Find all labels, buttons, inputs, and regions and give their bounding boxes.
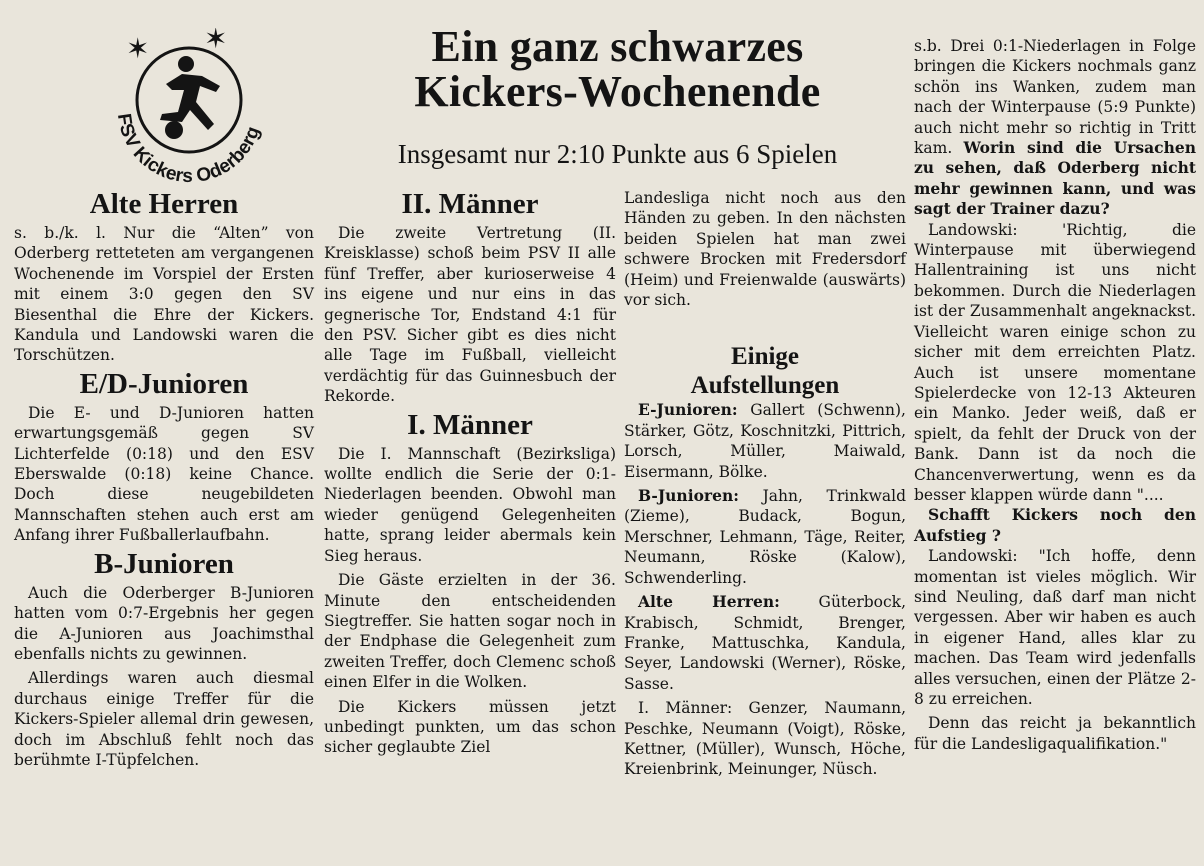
paragraph-b-junioren-1: Auch die Oderberger B-Junioren hatten vom 0:7-Ergebnis her gegen die A-Junioren aus Joachimsthal ebenfalls nichts zu gewinnen. [14, 583, 314, 663]
article-headline [330, 24, 905, 114]
lineup-e-text: Gallert (Schwenn), Stärker, Götz, Koschnitzki, Pittrich, Lorsch, Müller, Maiwald, Eisermann, Bölke. [624, 401, 906, 481]
heading-aufstellungen-1: Einige [730, 343, 800, 371]
headline-line-2: Kickers-Wochenende [414, 67, 821, 116]
club-logo [104, 28, 274, 188]
interview-intro-text: s.b. Drei 0:1-Niederlagen in Folge bringen die Kickers nochmals ganz schön ins Wanken, zudem man nach der Winterpause (5:9 Punkte) auch nicht mehr so richtig in Tritt kam. [914, 37, 1196, 158]
lineup-e-label: E-Junioren: [638, 400, 738, 420]
heading-i-maenner: I. Männer [407, 408, 533, 441]
player-silhouette-icon [160, 56, 220, 139]
heading-ed-junioren: E/D-Junioren [79, 367, 249, 400]
lineup-b-junioren [624, 486, 906, 588]
lineup-i-maenner: I. Männer: Genzer, Naumann, Peschke, Neumann (Voigt), Röske, Kettner, (Müller), Wunsch, Höche, Kreienbrink, Meinunger, Nüsch. [624, 699, 906, 779]
paragraph-ii-maenner: Die zweite Vertretung (II. Kreisklasse) schoß beim PSV II alle fünf Treffer, aber kurioserweise 4 ins eigene und nur eins in das gegnerische Tor, Endstand 4:1 für den PSV. Sicher gibt es dies nicht alle Tage im Fußball, vielleicht verdächtig für das Guinnesbuch der Rekorde. [324, 224, 616, 406]
heading-b-junioren: B-Junioren [94, 547, 234, 580]
interview-question-2: Schafft Kickers noch den Aufstieg ? [914, 505, 1196, 545]
column-2 [324, 186, 616, 758]
column-1 [14, 186, 314, 770]
heading-alte-herren: Alte Herren [89, 188, 239, 220]
paragraph-alte-herren: s. b./k. l. Nur die “Alten” von Oderberg retteteten am vergangenen Wochenende im Vorspiel der Ersten mit einem 3:0 gegen den SV Biesenthal die Ehre der Kickers. Kandula und Landowski waren die Torschützen. [14, 224, 314, 365]
lineup-a-label: Alte Herren: [638, 592, 780, 612]
logo-star-right-icon: ✶ [204, 28, 228, 55]
lineup-b-text: Jahn, Trinkwald (Zieme), Budack, Bogun, Merschner, Lehmann, Täge, Reiter, Neumann, Röske (Kalow), Schwenderling. [624, 487, 906, 587]
column-3 [624, 188, 906, 780]
logo-star-left-icon: ✶ [126, 32, 150, 65]
paragraph-ed-junioren: Die E- und D-Junioren hatten erwartungsgemäß gegen SV Lichterfelde (0:18) und den ESV Eberswalde (0:18) keine Chance. Doch diese neugebildeten Mannschaften stehen auch erst am Anfang ihrer Fußballerlaufbahn. [14, 403, 314, 545]
lineup-a-text: Güterbock, Krabisch, Schmidt, Brenger, Franke, Mattuschka, Kandula, Seyer, Landowski (Werner), Röske, Sasse. [624, 593, 906, 693]
interview-answer-1: Landowski: 'Richtig, die Winterpause mit überwiegend Hallentraining ist uns nicht bekommen. Durch die Niederlagen ist der Zusammenhalt angeknackst. Vielleicht waren einige schon zu sicher mit dem erreichten Platz. Auch ist unsere momentane Spielerdecke von 12-13 Akteuren ein Manko. Jeder weiß, daß er spielt, da fehlt der Druck von der Bank. Dann ist da noch die Chancenverwertung, wenn es da besser klappen würde dann ".... [914, 220, 1196, 504]
logo-club-text: FSV Kickers Oderberg [112, 112, 265, 188]
interview-question-1: Worin sind die Ursachen zu sehen, daß Oderberg nicht mehr gewinnen kann, und was sagt der Trainer dazu? [914, 138, 1196, 219]
interview-intro [914, 36, 1196, 220]
lineup-b-label: B-Junioren: [638, 486, 739, 506]
lineup-e-junioren [624, 400, 906, 482]
paragraph-i-maenner-1: Die I. Mannschaft (Bezirksliga) wollte endlich die Serie der 0:1-Niederlagen beenden. Obwohl man wieder genügend Gelegenheiten hatte, sprang leider abermals kein Sieg heraus. [324, 444, 616, 565]
paragraph-continuation: Landesliga nicht noch aus den Händen zu geben. In den nächsten beiden Spielen hat man zwei schwere Brocken mit Fredersdorf (Heim) und Freienwalde (auswärts) vor sich. [624, 189, 906, 310]
paragraph-b-junioren-2: Allerdings waren auch diesmal durchaus einige Treffer für die Kickers-Spieler allemal drin gewesen, doch im Abschluß fehlt noch das berühmte I-Tüpfelchen. [14, 669, 314, 769]
paragraph-i-maenner-2: Die Gäste erzielten in der 36. Minute den entscheidenden Siegtreffer. Sie hatten sogar noch in der Endphase die Gelegenheit zum zweiten Treffer, doch Clemenc schoß einen Elfer in die Wolken. [324, 571, 616, 692]
lineup-alte-herren [624, 592, 906, 694]
interview-answer-3: Denn das reicht ja bekanntlich für die Landesligaqualifikation." [914, 714, 1196, 753]
headline-line-1: Ein ganz schwarzes [431, 22, 804, 71]
heading-aufstellungen-2: Aufstellungen [690, 372, 840, 400]
paragraph-i-maenner-3: Die Kickers müssen jetzt unbedingt punkten, um das schon sicher geglaubte Ziel [324, 697, 616, 757]
heading-ii-maenner: II. Männer [401, 188, 539, 220]
interview-answer-2: Landowski: "Ich hoffe, denn momentan ist vieles möglich. Wir sind Neuling, daß darf man nicht vergessen. Aber wir haben es auch in eigener Hand, alles klar zu machen. Das Team wird jedenfalls alles versuchen, einen der Plätze 2-8 zu erreichen. [914, 547, 1196, 708]
column-4 [914, 36, 1196, 754]
article-subheadline: Insgesamt nur 2:10 Punkte aus 6 Spielen [397, 139, 838, 169]
